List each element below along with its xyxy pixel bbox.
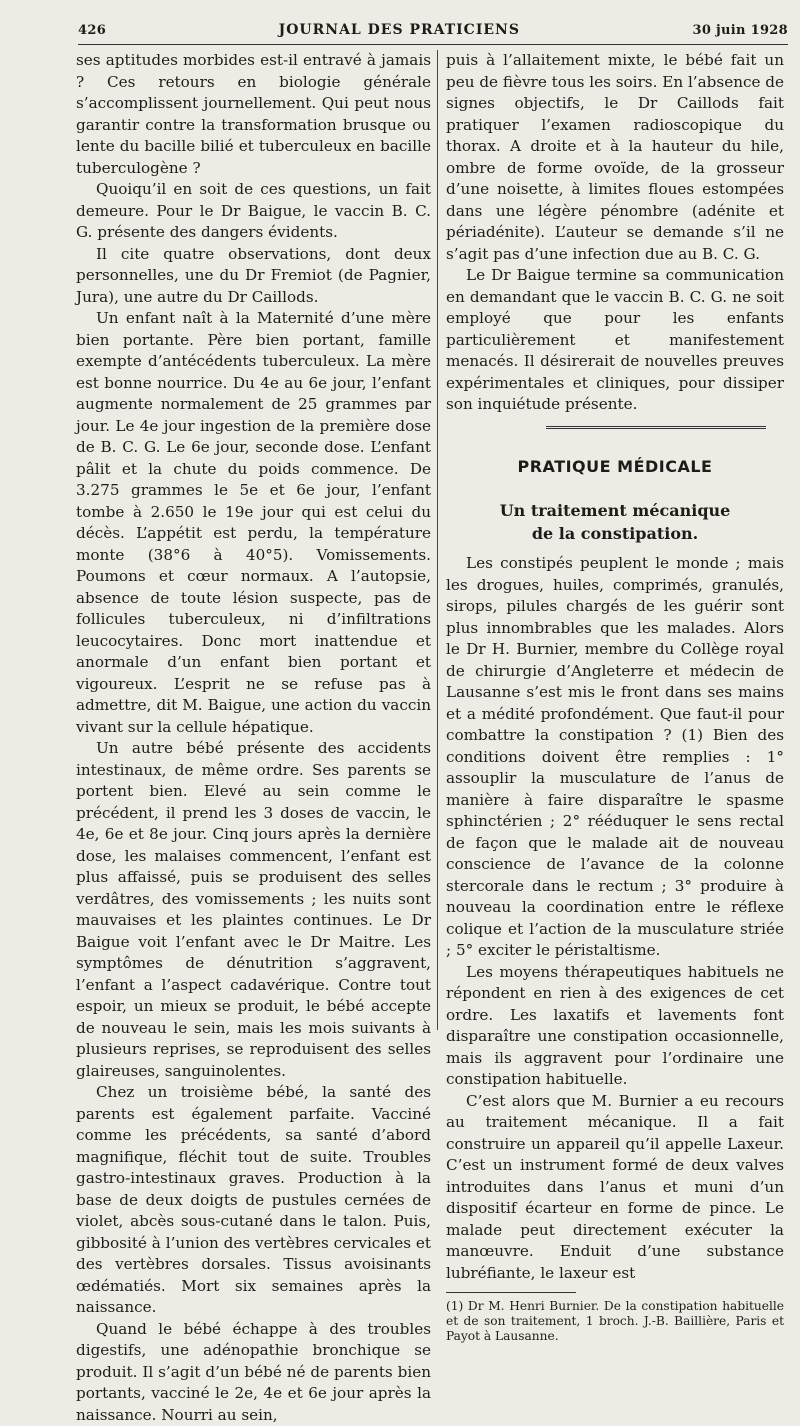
article-title-line: Un traitement mécanique [446,499,784,522]
section-heading: PRATIQUE MÉDICALE [446,456,784,478]
paragraph: Un autre bébé présente des accidents intestinaux, de même ordre. Ses parents se portent bien. Elevé au sein comme le précédent, il prend les 3 doses de vaccin, le 4e, 6e et 8e jour. Cinq jours après la dernière dose, les malaises commencent, l’enfant est plus affaissé, puis se produisent des selles verdâtres, des vomissements ; les nuits sont mauvaises et les plaintes continues. Le Dr Baigue voit l’enfant avec le Dr Maitre. Les symptômes de dénutrition s’aggravent, l’enfant a l’aspect cadavérique. Contre tout espoir, un mieux se produit, le bébé accepte de nouveau le sein, mais les mois suivants à plusieurs reprises, se reproduisent des selles glaireuses, sanguinolentes. [76,738,431,1082]
paragraph: Quoiqu’il en soit de ces questions, un fait demeure. Pour le Dr Baigue, le vaccin B. C. G. présente des dangers évidents. [76,179,431,244]
page-header [78,18,788,42]
issue-date: 30 juin 1928 [693,23,788,38]
paragraph: C’est alors que M. Burnier a eu recours au traitement mécanique. Il a fait construire un appareil qu’il appelle Laxeur. C’est un instrument formé de deux valves introduites dans l’anus et muni d’un dispositif écarteur en forme de pince. Le malade peut directement exécuter la manœuvre. Enduit d’une substance lubréfiante, le laxeur est [446,1091,784,1285]
paragraph: Le Dr Baigue termine sa communication en demandant que le vaccin B. C. G. ne soit employé que pour les enfants particulièrement et manifestement menacés. Il désirerait de nouvelles preuves expérimentales et cliniques, pour dissiper son inquiétude présente. [446,265,784,416]
page-number: 426 [78,23,106,38]
footnote-rule [446,1292,576,1293]
paragraph: puis à l’allaitement mixte, le bébé fait un peu de fièvre tous les soirs. En l’absence de signes objectifs, le Dr Caillods fait pratiquer l’examen radioscopique du thorax. A droite et à la hauteur du hile, ombre de forme ovoïde, de la grosseur d’une noisette, à limites floues estompées dans une légère pénombre (adénite et périadénite). L’auteur se demande s’il ne s’agit pas d’une infection due au B. C. G. [446,50,784,265]
footnote: (1) Dr M. Henri Burnier. De la constipation habituelle et de son traitement, 1 broch. J.-B. Baillière, Paris et Payot à Lausanne. [446,1299,784,1344]
article-title-line: de la constipation. [446,522,784,545]
header-rule [78,44,788,45]
right-column [446,50,784,1344]
journal-title: JOURNAL DES PRATICIENS [279,22,520,38]
paragraph: Quand le bébé échappe à des troubles digestifs, une adénopathie bronchique se produit. Il s’agit d’un bébé né de parents bien portants, vacciné le 2e, 4e et 6e jour après la naissance. Nourri au sein, [76,1319,431,1426]
paragraph: Un enfant naît à la Maternité d’une mère bien portante. Père bien portant, famille exempte d’antécédents tuberculeux. La mère est bonne nourrice. Du 4e au 6e jour, l’enfant augmente normalement de 25 grammes par jour. Le 4e jour ingestion de la première dose de B. C. G. Le 6e jour, seconde dose. L’enfant pâlit et la chute du poids commence. De 3.275 grammes le 5e et 6e jour, l’enfant tombe à 2.650 le 19e jour qui est celui du décès. L’appétit est perdu, la température monte (38°6 à 40°5). Vomissements. Poumons et cœur normaux. A l’autopsie, absence de toute lésion suspecte, pas de follicules tuberculeux, ni d’infiltrations leucocytaires. Donc mort inattendue et anormale d’un enfant bien portant et vigoureux. L’esprit ne se refuse pas à admettre, dit M. Baigue, une action du vaccin vivant sur la cellule hépatique. [76,308,431,738]
paragraph: Les constipés peuplent le monde ; mais les drogues, huiles, comprimés, granulés, sirops, pilules chargés de les guérir sont plus innombrables que les malades. Alors le Dr H. Burnier, membre du Collège royal de chirurgie d’Angleterre et médecin de Lausanne s’est mis le front dans ses mains et a médité profondément. Que faut-il pour combattre la constipation ? (1) Bien des conditions doivent être remplies : 1° assouplir la musculature de l’anus de manière à faire disparaître le spasme sphinctérien ; 2° rééduquer le sens rectal de façon que le malade ait de nouveau conscience de l’avance de la colonne stercorale dans le rectum ; 3° produire à nouveau la coordination entre le réflexe colique et l’action de la musculature striée ; 5° exciter le péristaltisme. [446,553,784,962]
column-divider [437,50,438,1030]
paragraph: Chez un troisième bébé, la santé des parents est également parfaite. Vacciné comme les précédents, sa santé d’abord magnifique, fléchit tout de suite. Troubles gastro-intestinaux graves. Production à la base de deux doigts de pustules cernées de violet, abcès sous-cutané dans le talon. Puis, gibbosité à l’union des vertèbres cervicales et des vertèbres dorsales. Tissus avoisinants œdématiés. Mort six semaines après la naissance. [76,1082,431,1319]
article-title [446,499,784,545]
paragraph: Il cite quatre observations, dont deux personnelles, une du Dr Fremiot (de Pagnier, Jura), une autre du Dr Caillods. [76,244,431,309]
section-separator [546,426,766,431]
left-column [76,50,431,1426]
paragraph: Les moyens thérapeutiques habituels ne répondent en rien à des exigences de cet ordre. Les laxatifs et lavements font disparaître une constipation occasionnelle, mais ils aggravent pour l’ordinaire une constipation habituelle. [446,962,784,1091]
paragraph: ses aptitudes morbides est-il entravé à jamais ? Ces retours en biologie générale s’accomplissent journellement. Qui peut nous garantir contre la transformation brusque ou lente du bacille bilié et tuberculeux en bacille tuberculogène ? [76,50,431,179]
